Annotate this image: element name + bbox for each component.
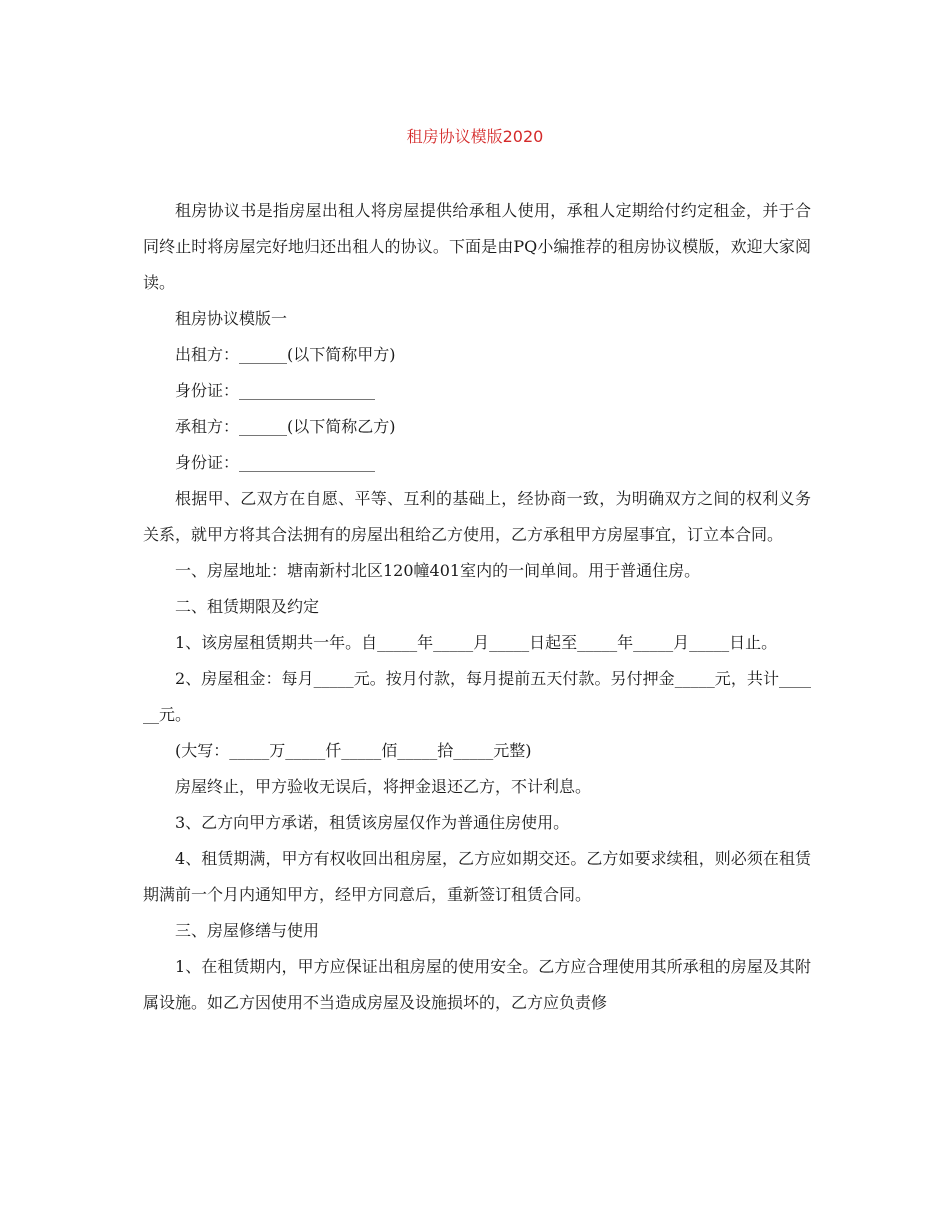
section-address: 一、房屋地址：塘南新村北区120幢401室内的一间单间。用于普通住房。: [175, 561, 701, 580]
document-body: [143, 193, 811, 1021]
lessor-id-line: 身份证：_________________: [175, 381, 376, 400]
document-title: 租房协议模版2020: [406, 127, 544, 146]
clause-deposit-return: 房屋终止，甲方验收无误后，将押金退还乙方，不计利息。: [175, 777, 592, 796]
clause-rent-uppercase: (大写：_____万_____仟_____佰_____拾_____元整): [175, 741, 532, 760]
template-heading: 租房协议模版一: [175, 309, 288, 328]
lessee-line: 承租方：______(以下简称乙方): [175, 417, 396, 436]
preamble-paragraph: 根据甲、乙双方在自愿、平等、互利的基础上，经协商一致，为明确双方之间的权利义务关系，就甲方将其合法拥有的房屋出租给乙方使用，乙方承租甲方房屋事宜，订立本合同。: [143, 489, 811, 544]
clause-renewal: 4、租赁期满，甲方有权收回出租房屋，乙方应如期交还。乙方如要求续租，则必须在租赁期满前一个月内通知甲方，经甲方同意后，重新签订租赁合同。: [143, 849, 811, 904]
section-lease-term-heading: 二、租赁期限及约定: [175, 597, 320, 616]
clause-residential-use: 3、乙方向甲方承诺，租赁该房屋仅作为普通住房使用。: [175, 813, 570, 832]
intro-paragraph: 租房协议书是指房屋出租人将房屋提供给承租人使用，承租人定期给付约定租金，并于合同终止时将房屋完好地归还出租人的协议。下面是由PQ小编推荐的租房协议模版，欢迎大家阅读。: [143, 201, 811, 292]
lessee-id-line: 身份证：_________________: [175, 453, 376, 472]
clause-rent: 2、房屋租金：每月_____元。按月付款，每月提前五天付款。另付押金_____元，共计______元。: [143, 669, 811, 724]
clause-safety-repair: 1、在租赁期内，甲方应保证出租房屋的使用安全。乙方应合理使用其所承租的房屋及其附属设施。如乙方因使用不当造成房屋及设施损坏的，乙方应负责修: [143, 957, 811, 1012]
section-repair-heading: 三、房屋修缮与使用: [175, 921, 320, 940]
clause-lease-period: 1、该房屋租赁期共一年。自_____年_____月_____日起至_____年_____月_____日止。: [175, 633, 778, 652]
lessor-line: 出租方：______(以下简称甲方): [175, 345, 396, 364]
